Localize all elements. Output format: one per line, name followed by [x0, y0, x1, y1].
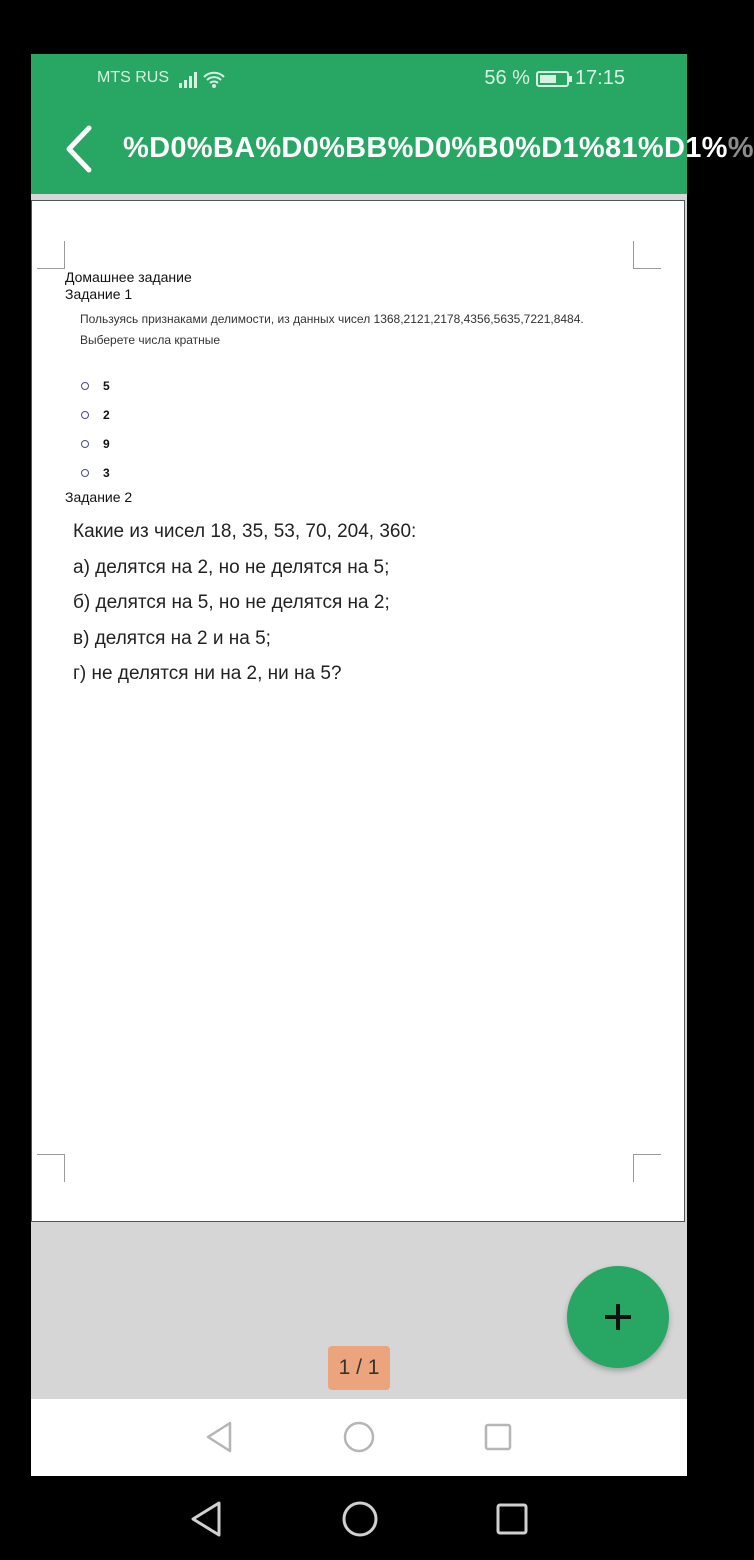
battery-percent: 56 % — [484, 67, 530, 89]
task1-title: Задание 1 — [65, 286, 133, 302]
crop-mark — [633, 1154, 661, 1182]
circle-home-icon — [341, 1500, 379, 1538]
plus-icon — [603, 1302, 633, 1332]
task2-line: в) делятся на 2 и на 5; — [73, 627, 271, 649]
task1-text — [80, 309, 645, 351]
task2-body — [73, 520, 645, 698]
app-bar — [31, 104, 754, 194]
bullet-icon — [81, 382, 89, 390]
add-button[interactable] — [567, 1266, 669, 1368]
task2-line: г) не делятся ни на 2, ни на 5? — [73, 663, 342, 684]
task2-line: б) делятся на 5, но не делятся на 2; — [73, 592, 390, 613]
square-recent-icon — [483, 1422, 513, 1452]
bullet-icon — [81, 469, 89, 477]
inner-back-button[interactable] — [201, 1419, 237, 1455]
bullet-icon — [81, 440, 89, 448]
list-item — [81, 458, 645, 487]
title-fade: % — [727, 132, 754, 164]
clock: 17:15 — [574, 67, 625, 89]
system-back-button[interactable] — [186, 1498, 226, 1540]
inner-navigation-bar — [31, 1399, 687, 1476]
circle-home-icon — [342, 1420, 376, 1454]
task2-line: а) делятся на 2, но не делятся на 5; — [73, 556, 390, 578]
option-label: 5 — [103, 378, 110, 393]
wifi-icon — [204, 73, 224, 83]
system-recent-button[interactable] — [492, 1498, 532, 1540]
bullet-icon — [81, 411, 89, 419]
system-home-button[interactable] — [340, 1498, 380, 1540]
page-indicator: 1 / 1 — [328, 1346, 390, 1390]
back-button[interactable] — [53, 122, 103, 176]
inner-recent-button[interactable] — [480, 1419, 516, 1455]
app-screen — [31, 54, 754, 1476]
task1-options — [81, 371, 645, 487]
crop-mark — [37, 241, 65, 269]
crop-mark — [37, 1154, 65, 1182]
list-item — [81, 429, 645, 458]
option-label: 2 — [103, 407, 110, 422]
pdf-viewer[interactable] — [31, 194, 687, 1399]
triangle-back-icon — [204, 1420, 234, 1454]
list-item — [81, 371, 645, 400]
system-navigation-bar — [0, 1476, 720, 1560]
title-text: %D0%BA%D0%BB%D0%B0%D1%81%D1% — [123, 132, 728, 164]
signal-icon — [178, 68, 226, 95]
status-right — [484, 67, 625, 90]
status-bar — [31, 54, 687, 104]
task2-line: Какие из чисел 18, 35, 53, 70, 204, 360: — [73, 521, 417, 542]
square-recent-icon — [495, 1502, 529, 1536]
document-title — [123, 132, 754, 165]
task2-title: Задание 2 — [65, 489, 133, 505]
doc-heading: Домашнее задание — [65, 269, 192, 285]
document-page — [31, 200, 685, 1222]
document-content — [65, 269, 645, 698]
option-label: 9 — [103, 436, 110, 451]
battery-icon — [536, 71, 569, 87]
option-label: 3 — [103, 465, 110, 480]
back-arrow-icon — [61, 124, 95, 174]
crop-mark — [633, 241, 661, 269]
task1-text-line: Выберете числа кратные — [80, 333, 221, 347]
inner-home-button[interactable] — [341, 1419, 377, 1455]
list-item — [81, 400, 645, 429]
task1-text-line: Пользуясь признаками делимости, из данных чисел 1368,2121,2178,4356,5635,7221,8484. — [80, 312, 584, 326]
triangle-back-icon — [189, 1500, 223, 1538]
carrier-label: MTS RUS — [97, 69, 169, 86]
